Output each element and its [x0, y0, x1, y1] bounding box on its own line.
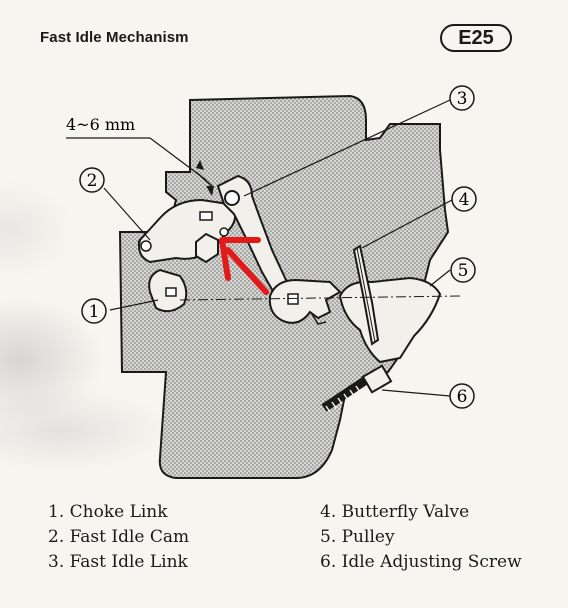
- legend-item-idle-adjusting-screw: 6. Idle Adjusting Screw: [320, 552, 522, 572]
- svg-text:6: 6: [456, 387, 468, 407]
- legend-item-fast-idle-link: 3. Fast Idle Link: [48, 552, 188, 572]
- legend-item-choke-link: 1. Choke Link: [48, 502, 168, 522]
- svg-text:3: 3: [456, 89, 468, 109]
- callout-3: [450, 86, 474, 110]
- callout-6: [450, 384, 474, 408]
- callout-1: [82, 299, 106, 323]
- svg-text:1: 1: [88, 302, 100, 322]
- legend-column-right: [320, 500, 522, 575]
- legend-item-fast-idle-cam: 2. Fast Idle Cam: [48, 527, 190, 547]
- page-title: Fast Idle Mechanism: [40, 29, 189, 46]
- svg-text:5: 5: [457, 261, 469, 281]
- section-code-badge: E25: [440, 24, 512, 52]
- dimension-label: 4~6 mm: [66, 115, 136, 134]
- legend-item-butterfly-valve: 4. Butterfly Valve: [320, 502, 470, 522]
- callout-4: [452, 187, 476, 211]
- legend-column-left: [48, 500, 189, 575]
- svg-text:2: 2: [86, 171, 98, 191]
- svg-text:4: 4: [458, 190, 470, 210]
- callout-5: [451, 258, 475, 282]
- callout-2: [80, 168, 104, 192]
- legend-item-pulley: 5. Pulley: [320, 527, 395, 547]
